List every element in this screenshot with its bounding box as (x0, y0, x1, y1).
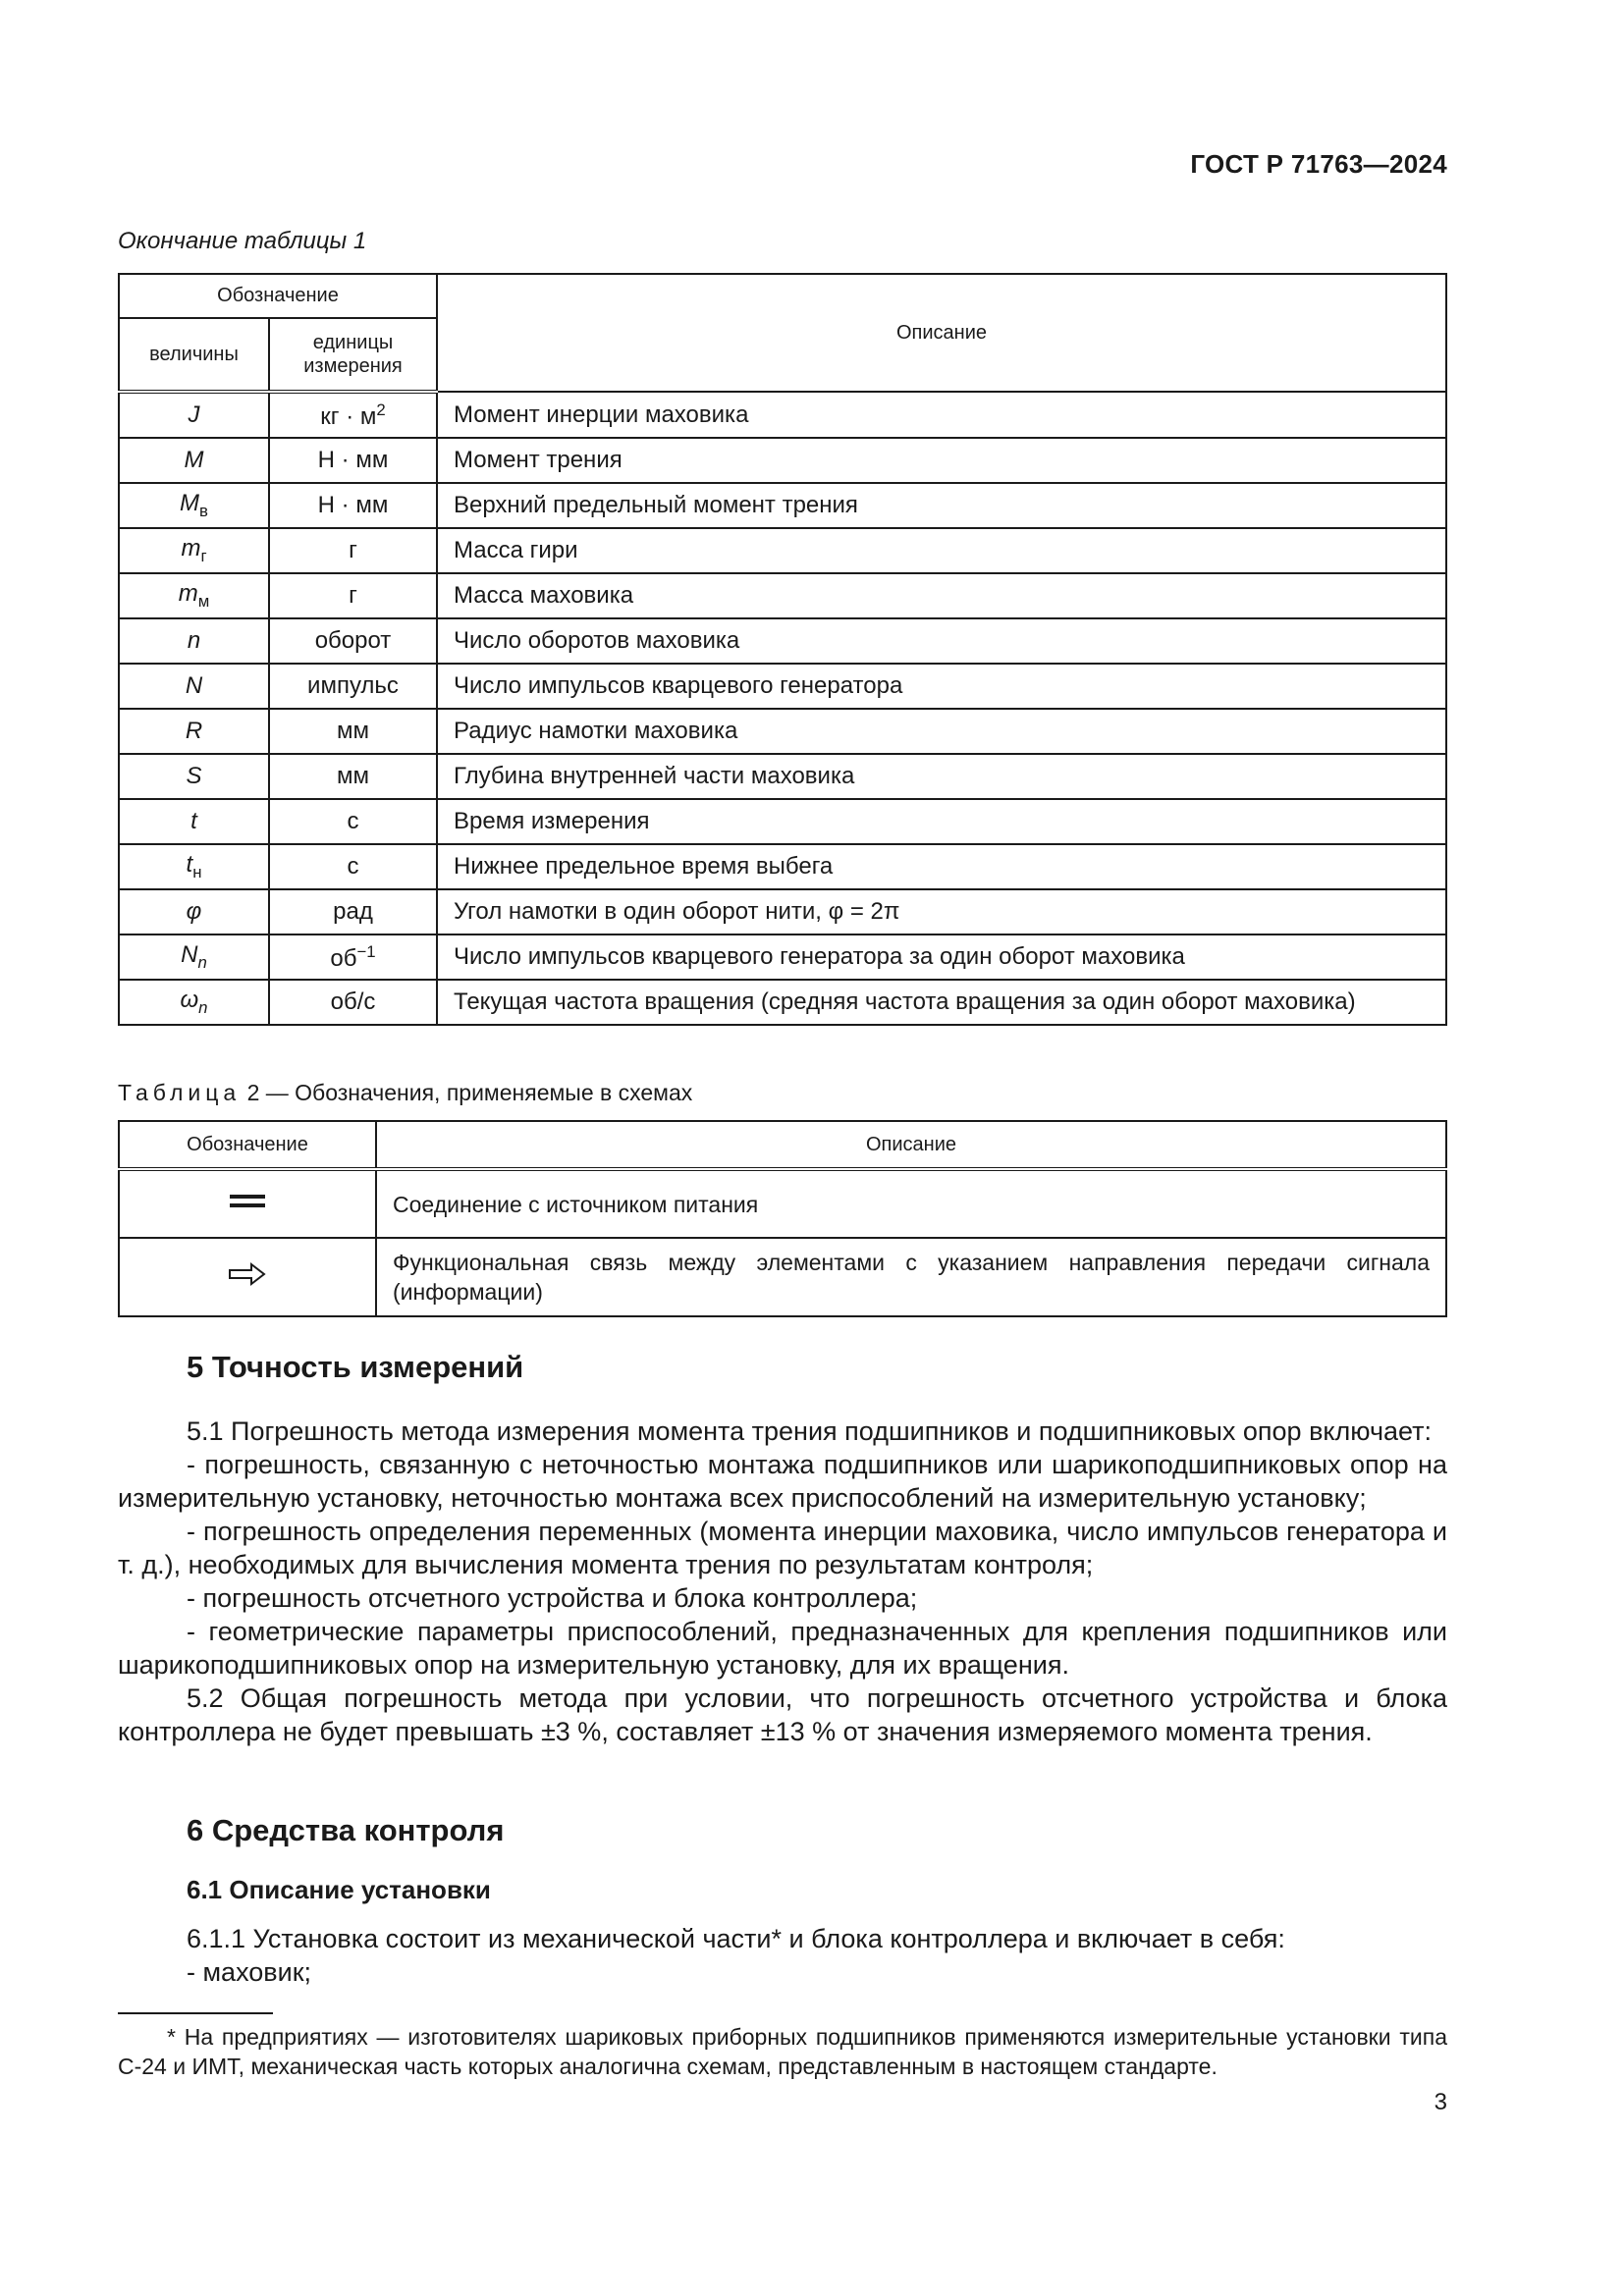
description-cell: Масса маховика (437, 573, 1446, 618)
unit-text: кг · м (320, 402, 377, 430)
symbol-text: ω (180, 987, 199, 1014)
page-number: 3 (1434, 2089, 1447, 2115)
section5-body (118, 1415, 1447, 1748)
unit-text: мм (337, 763, 369, 789)
table-row (119, 528, 1446, 573)
list-item: - погрешность, связанную с неточностью монтажа подшипников или шарикоподшипниковых опор на измерительную установку, неточностью монтажа всех приспособлений на измерительную установку; (118, 1450, 1447, 1513)
unit-text: с (347, 808, 359, 834)
symbol-subscript: н (192, 862, 202, 881)
description-cell: Момент инерции маховика (437, 392, 1446, 438)
description-cell: Радиус намотки маховика (437, 709, 1446, 754)
paragraph-5-2: 5.2 Общая погрешность метода при условии, что погрешность отсчетного устройства и блока контроллера не будет превышать ±3 %, составляет ±13 % от значения измеряемого момента трения. (118, 1683, 1447, 1746)
unit-text: об (330, 944, 357, 972)
table-row (119, 1169, 1446, 1238)
symbol-subscript: в (199, 501, 208, 520)
unit-text: с (347, 853, 359, 880)
unit-cell (269, 618, 437, 664)
t2-col-header-description: Описание (376, 1121, 1446, 1169)
table-row (119, 392, 1446, 438)
quantity-symbol (119, 889, 269, 934)
unit-cell (269, 709, 437, 754)
unit-text: г (349, 537, 357, 563)
table1-caption: Окончание таблицы 1 (118, 228, 367, 254)
description-cell: Угол намотки в один оборот нити, φ = 2π (437, 889, 1446, 934)
table2-caption-label: Таблица (118, 1080, 242, 1105)
symbol-text: M (184, 447, 204, 473)
symbol-text: M (180, 490, 200, 517)
unit-cell (269, 754, 437, 799)
table-row (119, 980, 1446, 1025)
unit-superscript: −1 (356, 941, 376, 961)
symbol-text: t (186, 851, 193, 879)
description-cell: Текущая частота вращения (средняя частота вращения за один оборот маховика) (437, 980, 1446, 1025)
table2-caption-text: 2 — Обозначения, применяемые в схемах (246, 1080, 693, 1105)
quantity-symbol (119, 799, 269, 844)
quantity-symbol (119, 392, 269, 438)
col-header-units (269, 318, 437, 392)
col-header-designation: Обозначение (119, 274, 437, 318)
description-cell: Масса гири (437, 528, 1446, 573)
unit-cell (269, 438, 437, 483)
symbol-text: m (181, 535, 201, 562)
table-row (119, 799, 1446, 844)
table-row (119, 1238, 1446, 1316)
unit-cell (269, 980, 437, 1025)
list-item: - геометрические параметры приспособлений, предназначенных для крепления подшипников или шарикоподшипниковых опор на измерительную установку, для их вращения. (118, 1617, 1447, 1680)
description-cell: Верхний предельный момент трения (437, 483, 1446, 528)
description-cell: Число импульсов кварцевого генератора (437, 664, 1446, 709)
description-cell: Время измерения (437, 799, 1446, 844)
unit-cell (269, 664, 437, 709)
table-row (119, 483, 1446, 528)
table-row (119, 438, 1446, 483)
description-cell: Нижнее предельное время выбега (437, 844, 1446, 889)
quantity-symbol (119, 528, 269, 573)
quantity-symbol (119, 438, 269, 483)
table-row (119, 618, 1446, 664)
quantity-symbol (119, 483, 269, 528)
unit-cell (269, 934, 437, 980)
table-row (119, 573, 1446, 618)
description-cell: Число импульсов кварцевого генератора за один оборот маховика (437, 934, 1446, 980)
arrow-right-icon (119, 1238, 376, 1316)
quantity-symbol (119, 709, 269, 754)
unit-cell (269, 528, 437, 573)
symbol-text: N (181, 941, 198, 969)
footnote (118, 2022, 1447, 2081)
t2-col-header-designation: Обозначение (119, 1121, 376, 1169)
quantity-symbol (119, 844, 269, 889)
table-row (119, 889, 1446, 934)
col-header-description: Описание (437, 274, 1446, 392)
table1-body (119, 392, 1446, 1025)
list-item: - погрешность определения переменных (момента инерции маховика, число импульсов генератора и т. д.), необходимых для вычисления момента трения по результатам контроля; (118, 1517, 1447, 1579)
symbol-text: n (187, 627, 201, 654)
description-cell: Момент трения (437, 438, 1446, 483)
unit-cell (269, 483, 437, 528)
symbol-text: S (186, 763, 202, 789)
symbol-text: φ (186, 898, 202, 925)
symbol-subscript: м (197, 591, 210, 611)
unit-cell (269, 392, 437, 438)
unit-text: мм (337, 718, 369, 744)
symbol-text: t (190, 808, 197, 834)
standard-code: ГОСТ Р 71763—2024 (1190, 149, 1447, 179)
footnote-divider (118, 2012, 273, 2014)
section5-title: 5 Точность измерений (187, 1350, 524, 1384)
unit-text: импульс (307, 672, 399, 699)
table-row (119, 844, 1446, 889)
col-header-quantity: величины (119, 318, 269, 392)
unit-text: рад (333, 898, 373, 925)
list-item: - погрешность отсчетного устройства и блока контроллера; (187, 1583, 918, 1613)
quantity-symbol (119, 618, 269, 664)
unit-cell (269, 573, 437, 618)
symbol-text: N (185, 672, 203, 699)
double-line-icon (119, 1169, 376, 1238)
symbol-subscript: n (197, 952, 207, 972)
unit-text: об/с (330, 988, 376, 1015)
list-item: - маховик; (187, 1957, 312, 1987)
unit-text: оборот (314, 627, 392, 654)
symbol-subscript: г (200, 546, 207, 565)
table-row (119, 709, 1446, 754)
symbol-subscript: n (198, 997, 208, 1017)
quantity-symbol (119, 934, 269, 980)
paragraph-5-1: 5.1 Погрешность метода измерения момента трения подшипников и подшипниковых опор включает: (187, 1416, 1433, 1446)
quantity-symbol (119, 754, 269, 799)
unit-superscript: 2 (376, 400, 386, 419)
symbol-text: m (178, 580, 198, 608)
unit-cell (269, 799, 437, 844)
section6-title: 6 Средства контроля (187, 1813, 505, 1847)
table-row (119, 934, 1446, 980)
table1 (118, 273, 1447, 1026)
unit-text: Н · мм (317, 447, 389, 473)
unit-cell (269, 844, 437, 889)
symbol-text: J (188, 401, 200, 428)
t2-row-desc: Функциональная связь между элементами с указанием направления передачи сигнала (информации) (376, 1238, 1446, 1316)
symbol-text: R (185, 718, 203, 744)
quantity-symbol (119, 664, 269, 709)
table2 (118, 1120, 1447, 1317)
quantity-symbol (119, 573, 269, 618)
unit-cell (269, 889, 437, 934)
table-row (119, 664, 1446, 709)
t2-row-desc: Соединение с источником питания (376, 1169, 1446, 1238)
units-header-text: единицы измерения (303, 332, 403, 377)
description-cell: Число оборотов маховика (437, 618, 1446, 664)
unit-text: г (349, 582, 357, 609)
section6-1-title: 6.1 Описание установки (187, 1875, 491, 1904)
description-cell: Глубина внутренней части маховика (437, 754, 1446, 799)
table-row (119, 754, 1446, 799)
table2-caption (118, 1080, 692, 1106)
unit-text: Н · мм (317, 492, 389, 518)
quantity-symbol (119, 980, 269, 1025)
paragraph-6-1-1: 6.1.1 Установка состоит из механической части* и блока контроллера и включает в себя: (187, 1924, 1285, 1953)
section6-body (118, 1922, 1447, 1989)
footnote-text: * На предприятиях — изготовителях шариковых приборных подшипников применяются измерительные установки типа С-24 и ИМТ, механическая часть которых аналогична схемам, представленным в настоящем стандарте. (118, 2024, 1447, 2079)
